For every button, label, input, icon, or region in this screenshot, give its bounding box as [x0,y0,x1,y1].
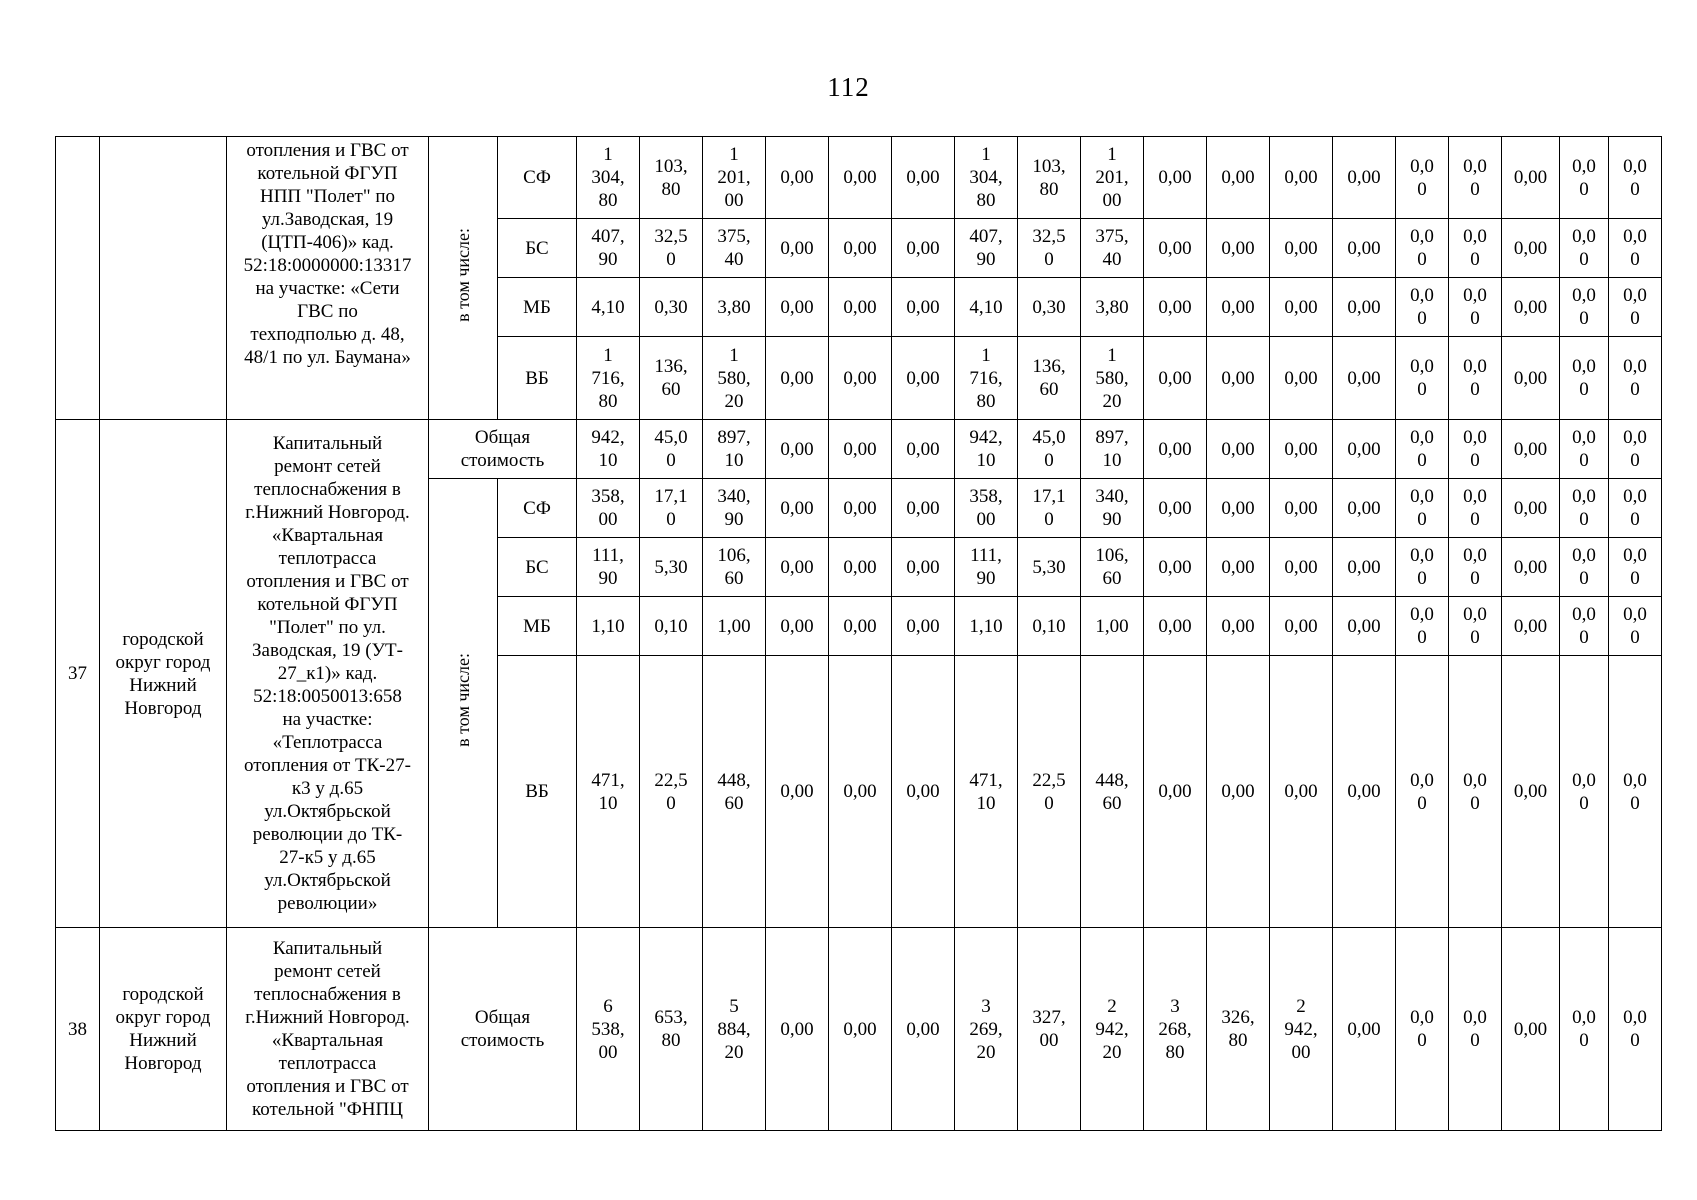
value-cell: 0,00 [1333,538,1396,597]
value-cell: 0,0 0 [1396,219,1449,278]
value-cell: 327, 00 [1018,928,1081,1131]
value-cell: 0,00 [1270,219,1333,278]
value-cell: 1 304, 80 [955,137,1018,219]
total-cost-label: Общая стоимость [429,420,577,479]
table-row [56,137,1662,219]
funding-source-cell: МБ [498,278,577,337]
value-cell: 5 884, 20 [703,928,766,1131]
value-cell: 5,30 [1018,538,1081,597]
value-cell: 103, 80 [640,137,703,219]
value-cell: 0,00 [766,479,829,538]
value-cell: 0,0 0 [1449,420,1502,479]
value-cell: 0,0 0 [1609,278,1662,337]
value-cell: 0,00 [1207,420,1270,479]
value-cell: 0,0 0 [1609,137,1662,219]
total-cost-label: Общая стоимость [429,928,577,1131]
value-cell: 448, 60 [703,656,766,928]
value-cell: 0,00 [1502,479,1560,538]
value-cell: 0,00 [1207,219,1270,278]
value-cell: 0,00 [1333,597,1396,656]
value-cell: 136, 60 [1018,337,1081,420]
value-cell: 0,00 [829,928,892,1131]
value-cell: 942, 10 [955,420,1018,479]
value-cell: 0,00 [766,928,829,1131]
value-cell: 326, 80 [1207,928,1270,1131]
value-cell: 0,00 [1207,538,1270,597]
value-cell: 0,00 [1333,219,1396,278]
funding-source-cell: БС [498,538,577,597]
value-cell: 5,30 [640,538,703,597]
value-cell: 0,0 0 [1560,928,1609,1131]
value-cell: 111, 90 [577,538,640,597]
value-cell: 0,0 0 [1609,337,1662,420]
municipality-cell: городской округ город Нижний Новгород [100,420,227,928]
value-cell: 448, 60 [1081,656,1144,928]
value-cell: 0,0 0 [1449,479,1502,538]
value-cell: 0,0 0 [1396,337,1449,420]
value-cell: 0,0 0 [1609,420,1662,479]
table-row [56,420,1662,479]
object-description-cell: Капитальный ремонт сетей теплоснабжения в г.Нижний Новгород. «Квартальная теплотрасса отопления и ГВС от котельной ФГУП "Полет" по ул. Заводская, 19 (УТ- 27_к1)» кад. 52:18:0050013:658 на участке: «Теплотрасса отопления от ТК-27- к3 у д.65 ул.Октябрьской революции до ТК- 27-к5 у д.65 ул.Октябрьской революции» [227,420,429,928]
value-cell: 3,80 [703,278,766,337]
value-cell: 0,0 0 [1396,278,1449,337]
object-description-cell: отопления и ГВС от котельной ФГУП НПП "Полет" по ул.Заводская, 19 (ЦТП-406)» кад. 52:18:0000000:13317 на участке: «Сети ГВС по техподполью д. 48, 48/1 по ул. Баумана» [227,137,429,420]
funding-source-cell: ВБ [498,337,577,420]
value-cell: 0,00 [1333,656,1396,928]
value-cell: 0,00 [766,219,829,278]
value-cell: 0,00 [892,656,955,928]
value-cell: 22,5 0 [640,656,703,928]
value-cell: 32,5 0 [1018,219,1081,278]
value-cell: 0,0 0 [1449,597,1502,656]
value-cell: 0,00 [1333,278,1396,337]
value-cell: 32,5 0 [640,219,703,278]
value-cell: 1 580, 20 [1081,337,1144,420]
value-cell: 0,00 [1502,278,1560,337]
value-cell: 0,00 [1207,597,1270,656]
value-cell: 0,00 [1502,538,1560,597]
value-cell: 0,00 [1502,219,1560,278]
value-cell: 0,0 0 [1560,656,1609,928]
value-cell: 1 716, 80 [955,337,1018,420]
value-cell: 0,0 0 [1560,538,1609,597]
value-cell: 0,00 [766,656,829,928]
value-cell: 0,0 0 [1560,420,1609,479]
value-cell: 0,00 [829,656,892,928]
value-cell: 0,00 [1144,337,1207,420]
value-cell: 3 269, 20 [955,928,1018,1131]
value-cell: 0,00 [1144,278,1207,337]
value-cell: 0,0 0 [1560,597,1609,656]
value-cell: 17,1 0 [640,479,703,538]
included-label: в том числе: [453,228,473,322]
value-cell: 0,0 0 [1560,337,1609,420]
value-cell: 3,80 [1081,278,1144,337]
value-cell: 0,00 [829,597,892,656]
table-body [56,137,1662,1131]
value-cell: 0,00 [829,479,892,538]
value-cell: 0,00 [892,219,955,278]
value-cell: 45,0 0 [1018,420,1081,479]
page-number: 112 [827,72,870,102]
value-cell: 0,00 [1502,137,1560,219]
value-cell: 0,30 [1018,278,1081,337]
value-cell: 358, 00 [577,479,640,538]
value-cell: 0,0 0 [1396,538,1449,597]
value-cell: 1 716, 80 [577,337,640,420]
funding-source-cell: СФ [498,137,577,219]
value-cell: 0,0 0 [1449,656,1502,928]
value-cell: 3 268, 80 [1144,928,1207,1131]
value-cell: 1,10 [955,597,1018,656]
value-cell: 0,00 [1144,479,1207,538]
value-cell: 22,5 0 [1018,656,1081,928]
value-cell: 471, 10 [577,656,640,928]
value-cell: 471, 10 [955,656,1018,928]
value-cell: 0,00 [1144,219,1207,278]
municipality-cell [100,137,227,420]
value-cell: 0,0 0 [1609,479,1662,538]
funding-source-cell: МБ [498,597,577,656]
value-cell: 0,00 [766,597,829,656]
value-cell: 0,0 0 [1449,137,1502,219]
value-cell: 0,00 [766,137,829,219]
value-cell: 0,00 [1270,337,1333,420]
value-cell: 0,00 [1270,137,1333,219]
value-cell: 0,0 0 [1609,928,1662,1131]
value-cell: 0,0 0 [1396,597,1449,656]
value-cell: 0,00 [1502,597,1560,656]
value-cell: 0,00 [829,538,892,597]
value-cell: 0,00 [1144,597,1207,656]
value-cell: 0,0 0 [1560,278,1609,337]
value-cell: 0,0 0 [1396,137,1449,219]
value-cell: 340, 90 [1081,479,1144,538]
funding-source-cell: СФ [498,479,577,538]
value-cell: 0,00 [892,278,955,337]
included-label: в том числе: [453,653,473,747]
value-cell: 0,00 [829,278,892,337]
value-cell: 0,00 [1333,337,1396,420]
value-cell: 136, 60 [640,337,703,420]
value-cell: 0,0 0 [1449,219,1502,278]
value-cell: 0,0 0 [1449,278,1502,337]
value-cell: 1 201, 00 [703,137,766,219]
value-cell: 0,00 [829,337,892,420]
value-cell: 0,10 [640,597,703,656]
value-cell: 0,00 [1502,420,1560,479]
value-cell: 6 538, 00 [577,928,640,1131]
value-cell: 1 201, 00 [1081,137,1144,219]
value-cell: 4,10 [577,278,640,337]
value-cell: 0,00 [766,278,829,337]
value-cell: 0,00 [1207,656,1270,928]
value-cell: 0,0 0 [1609,656,1662,928]
row-number-cell: 37 [56,420,100,928]
included-label-cell [429,479,498,928]
value-cell: 407, 90 [955,219,1018,278]
value-cell: 0,00 [829,420,892,479]
value-cell: 407, 90 [577,219,640,278]
value-cell: 0,00 [1333,137,1396,219]
value-cell: 2 942, 20 [1081,928,1144,1131]
value-cell: 375, 40 [1081,219,1144,278]
value-cell: 375, 40 [703,219,766,278]
value-cell: 4,10 [955,278,1018,337]
value-cell: 1,00 [1081,597,1144,656]
value-cell: 0,0 0 [1609,538,1662,597]
value-cell: 0,0 0 [1396,656,1449,928]
value-cell: 0,00 [1144,656,1207,928]
municipality-cell: городской округ город Нижний Новгород [100,928,227,1131]
included-label-cell [429,137,498,420]
value-cell: 0,00 [1270,656,1333,928]
value-cell: 0,00 [1502,337,1560,420]
value-cell: 111, 90 [955,538,1018,597]
value-cell: 0,00 [766,337,829,420]
value-cell: 0,00 [892,597,955,656]
value-cell: 0,00 [1270,597,1333,656]
value-cell: 0,00 [1207,337,1270,420]
value-cell: 0,00 [892,337,955,420]
value-cell: 0,00 [1207,278,1270,337]
value-cell: 1 580, 20 [703,337,766,420]
value-cell: 0,00 [892,538,955,597]
row-number-cell: 38 [56,928,100,1131]
value-cell: 0,00 [892,420,955,479]
value-cell: 942, 10 [577,420,640,479]
value-cell: 340, 90 [703,479,766,538]
value-cell: 0,0 0 [1560,219,1609,278]
value-cell: 0,00 [1144,137,1207,219]
object-description-cell: Капитальный ремонт сетей теплоснабжения в г.Нижний Новгород. «Квартальная теплотрасса отопления и ГВС от котельной "ФНПЦ [227,928,429,1131]
value-cell: 653, 80 [640,928,703,1131]
budget-table [55,136,1662,1131]
value-cell: 0,0 0 [1449,928,1502,1131]
funding-source-cell: ВБ [498,656,577,928]
value-cell: 0,00 [1333,928,1396,1131]
value-cell: 0,00 [892,928,955,1131]
value-cell: 103, 80 [1018,137,1081,219]
value-cell: 0,00 [1144,538,1207,597]
value-cell: 0,0 0 [1609,219,1662,278]
value-cell: 2 942, 00 [1270,928,1333,1131]
value-cell: 0,0 0 [1396,928,1449,1131]
value-cell: 0,00 [829,219,892,278]
value-cell: 0,00 [1270,479,1333,538]
value-cell: 1 304, 80 [577,137,640,219]
value-cell: 0,0 0 [1449,337,1502,420]
value-cell: 45,0 0 [640,420,703,479]
value-cell: 0,00 [1502,656,1560,928]
value-cell: 0,0 0 [1396,479,1449,538]
value-cell: 897, 10 [1081,420,1144,479]
value-cell: 0,00 [829,137,892,219]
value-cell: 0,00 [1333,479,1396,538]
value-cell: 0,00 [1270,420,1333,479]
value-cell: 897, 10 [703,420,766,479]
value-cell: 0,00 [1270,538,1333,597]
value-cell: 0,0 0 [1449,538,1502,597]
value-cell: 1,10 [577,597,640,656]
value-cell: 0,00 [892,479,955,538]
table-row [56,928,1662,1131]
value-cell: 0,00 [766,538,829,597]
funding-source-cell: БС [498,219,577,278]
value-cell: 0,00 [892,137,955,219]
value-cell: 0,00 [1207,479,1270,538]
value-cell: 0,00 [766,420,829,479]
value-cell: 0,0 0 [1609,597,1662,656]
value-cell: 0,00 [1144,420,1207,479]
value-cell: 0,00 [1270,278,1333,337]
value-cell: 0,10 [1018,597,1081,656]
value-cell: 106, 60 [1081,538,1144,597]
value-cell: 0,00 [1502,928,1560,1131]
value-cell: 106, 60 [703,538,766,597]
value-cell: 0,0 0 [1560,137,1609,219]
value-cell: 1,00 [703,597,766,656]
value-cell: 0,0 0 [1560,479,1609,538]
value-cell: 0,0 0 [1396,420,1449,479]
value-cell: 17,1 0 [1018,479,1081,538]
value-cell: 358, 00 [955,479,1018,538]
row-number-cell [56,137,100,420]
value-cell: 0,00 [1207,137,1270,219]
value-cell: 0,30 [640,278,703,337]
value-cell: 0,00 [1333,420,1396,479]
